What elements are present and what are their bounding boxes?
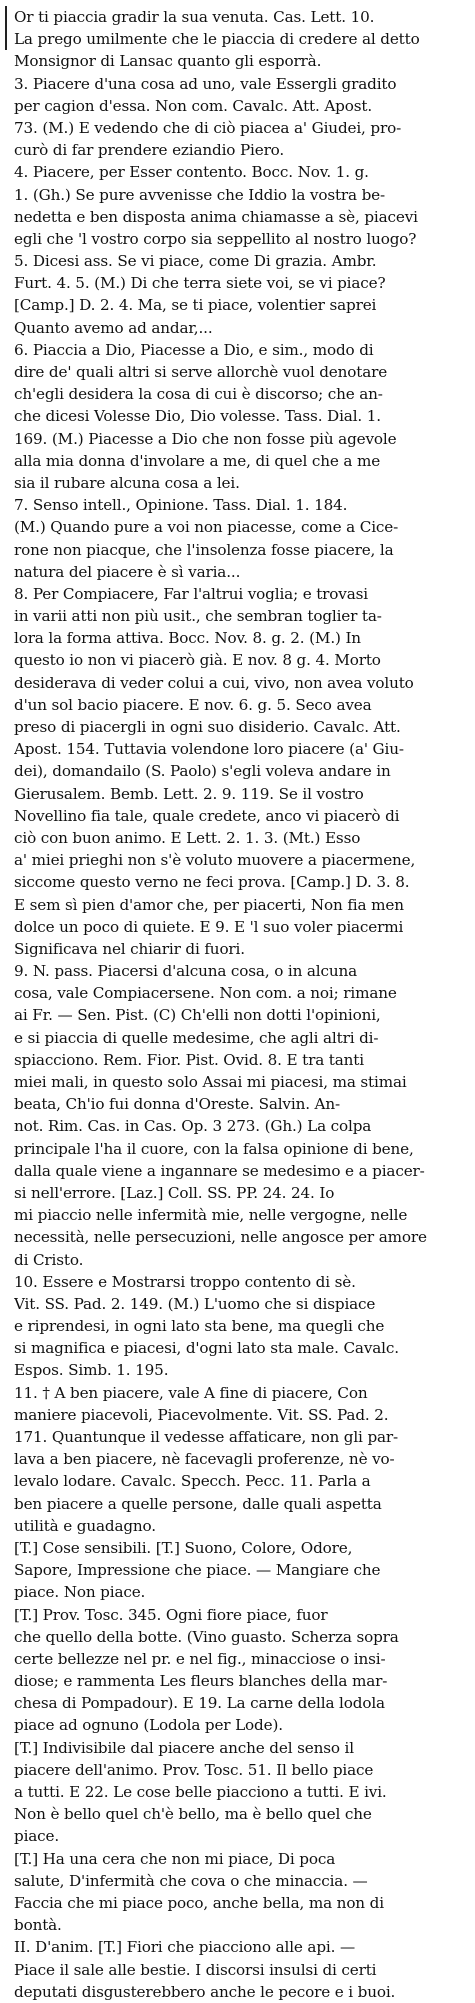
text-line: II. D'anim. [T.] Fiori che piacciono alle api. — [14, 1938, 356, 1957]
text-line: a tutti. E 22. Le cose belle piacciono a tutti. E ivi. [14, 1783, 387, 1801]
text-line: [T.] Prov. Tosc. 345. Ogni fiore piace, fuor [14, 1605, 328, 1624]
text-line: piace. Non piace. [14, 1583, 146, 1602]
text-line: e si piaccia di quelle medesime, che agli altri di- [14, 1028, 379, 1047]
text-line: 5. Dicesi ass. Se vi piace, come Di grazia. Ambr. [14, 252, 377, 271]
text-line: maniere piacevoli, Piacevolmente. Vit. SS. Pad. 2. [14, 1405, 389, 1424]
text-line: che dicesi Volesse Dio, Dio volesse. Tass. Dial. 1. [14, 407, 381, 426]
text-line: deputati disgusterebbero anche le pecore e i buoi. [14, 1982, 396, 2001]
text-line: 11. † A ben piacere, vale A fine di piacere, Con [14, 1383, 368, 1402]
text-line: 6. Piaccia a Dio, Piacesse a Dio, e sim., modo di [14, 340, 374, 359]
text-line: siccome questo verno ne feci prova. [Camp.] D. 3. 8. [14, 873, 410, 892]
margin-rule [5, 6, 7, 50]
text-line: si magnifica e piacesi, d'ogni lato sta male. Cavalc. [14, 1339, 399, 1358]
text-line: Or ti piaccia gradir la sua venuta. Cas. Lett. 10. [14, 8, 375, 26]
text-line: piace. [14, 1827, 60, 1846]
text-line: bontà. [14, 1916, 62, 1935]
text-line: ben piacere a quelle persone, dalle quali aspetta [14, 1494, 382, 1513]
text-line: 1. (Gh.) Se pure avvenisse che Iddio la vostra be- [14, 185, 386, 204]
text-line: Gierusalem. Bemb. Lett. 2. 9. 119. Se il vostro [14, 784, 364, 803]
text-line: curò di far prendere eziandio Piero. [14, 141, 285, 160]
text-line: chesa di Pompadour). E 19. La carne della lodola [14, 1694, 385, 1713]
text-line: 8. Per Compiacere, Far l'altrui voglia; e trovasi [14, 584, 368, 603]
text-line: utilità e guadagno. [14, 1516, 156, 1535]
text-line: Non è bello quel ch'è bello, ma è bello quel che [14, 1805, 372, 1824]
text-line: 171. Quantunque il vedesse affaticare, non gli par- [14, 1428, 399, 1446]
text-line: [Camp.] D. 2. 4. Ma, se ti piace, volentier saprei [14, 296, 377, 315]
text-line: ai Fr. — Sen. Pist. (C) Ch'elli non dotti l'opinioni, [14, 1006, 381, 1025]
text-line: dei), domandailo (S. Paolo) s'egli voleva andare in [14, 762, 391, 781]
text-line: Piace il sale alle bestie. I discorsi insulsi di certi [14, 1960, 377, 1979]
text-line: 10. Essere e Mostrarsi troppo contento di sè. [14, 1272, 356, 1291]
text-line: che quello della botte. (Vino guasto. Scherza sopra [14, 1627, 399, 1646]
text-line: in varii atti non più usit., che sembran toglier ta- [14, 607, 382, 626]
text-line: rone non piacque, che l'insolenza fosse piacere, la [14, 540, 394, 559]
text-line: diose; e rammenta Les fleurs blanches della mar- [14, 1672, 388, 1691]
text-line: 169. (M.) Piacesse a Dio che non fosse più agevole [14, 429, 397, 448]
text-line: E sem sì pien d'amor che, per piacerti, Non fia men [14, 895, 404, 914]
text-line: [T.] Ha una cera che non mi piace, Di poca [14, 1849, 336, 1868]
text-line: sia il rubare alcuna cosa a lei. [14, 473, 240, 492]
text-line: (M.) Quando pure a voi non piacesse, come a Cice- [14, 518, 399, 537]
text-line: Significava nel chiarir di fuori. [14, 939, 245, 958]
text-line: certe bellezze nel pr. e nel fig., minacciose o insi- [14, 1649, 386, 1668]
text-line: Apost. 154. Tuttavia volendone loro piacere (a' Giu- [14, 740, 404, 759]
text-line: piace ad ognuno (Lodola per Lode). [14, 1716, 283, 1735]
text-line: 73. (M.) E vedendo che di ciò piacea a' Giudei, pro- [14, 118, 402, 137]
text-line: dalla quale viene a ingannare se medesimo e a piacer- [14, 1161, 425, 1180]
text-line: La prego umilmente che le piaccia di credere al detto [14, 30, 420, 49]
text-line: ciò con buon animo. E Lett. 2. 1. 3. (Mt.) Esso [14, 828, 361, 847]
text-line: mi piaccio nelle infermità mie, nelle vergogne, nelle [14, 1206, 408, 1225]
text-line: Novellino fia tale, quale credete, anco vi piacerò di [14, 806, 400, 825]
text-line: not. Rim. Cas. in Cas. Op. 3 273. (Gh.) La colpa [14, 1117, 372, 1136]
text-line: necessità, nelle persecuzioni, nelle angosce per amore [14, 1228, 427, 1247]
text-line: natura del piacere è sì varia... [14, 562, 241, 581]
text-line: lava a ben piacere, nè facevagli proferenze, nè vo- [14, 1450, 395, 1469]
text-column [14, 6, 465, 2003]
text-line: 4. Piacere, per Esser contento. Bocc. Nov. 1. g. [14, 163, 369, 182]
text-line: di Cristo. [14, 1250, 84, 1269]
text-line: questo io non vi piacerò già. E nov. 8 g. 4. Morto [14, 651, 381, 670]
text-line: nedetta e ben disposta anima chiamasse a sè, piacevi [14, 207, 418, 226]
text-line: preso di piacergli in ogni suo disiderio. Cavalc. Att. [14, 718, 401, 736]
text-line: egli che 'l vostro corpo sia seppellito al nostro luogo? [14, 229, 417, 248]
text-line: lora la forma attiva. Bocc. Nov. 8. g. 2. (M.) In [14, 629, 361, 648]
text-line: Vit. SS. Pad. 2. 149. (M.) L'uomo che si dispiace [14, 1294, 376, 1313]
text-line: e riprendesi, in ogni lato sta bene, ma quegli che [14, 1317, 385, 1336]
text-line: [T.] Cose sensibili. [T.] Suono, Colore, Odore, [14, 1538, 353, 1557]
text-line: per cagion d'essa. Non com. Cavalc. Att. Apost. [14, 96, 373, 115]
text-line: beata, Ch'io fui donna d'Oreste. Salvin. An- [14, 1095, 340, 1114]
text-line: [T.] Indivisibile dal piacere anche del senso il [14, 1738, 354, 1757]
text-line: desiderava di veder colui a cui, vivo, non avea voluto [14, 673, 414, 692]
text-line: spiacciono. Rem. Fior. Pist. Ovid. 8. E tra tanti [14, 1050, 364, 1069]
text-line: Faccia che mi piace poco, anche bella, ma non di [14, 1893, 384, 1912]
text-line: dire de' quali altri si serve allorchè vuol denotare [14, 363, 388, 381]
text-line: levalo lodare. Cavalc. Specch. Pecc. 11. Parla a [14, 1472, 371, 1491]
text-line: salute, D'infermità che cova o che minaccia. — [14, 1871, 368, 1890]
text-line: si nell'errore. [Laz.] Coll. SS. PP. 24. 24. Io [14, 1183, 335, 1202]
text-line: Sapore, Impressione che piace. — Mangiare che [14, 1561, 381, 1580]
text-line: principale l'ha il cuore, con la falsa opinione di bene, [14, 1139, 414, 1158]
text-line: ch'egli desidera la cosa di cui è discorso; che an- [14, 385, 383, 404]
text-line: Quanto avemo ad andar,... [14, 318, 213, 337]
text-line: alla mia donna d'involare a me, di quel che a me [14, 451, 381, 470]
text-line: d'un sol bacio piacere. E nov. 6. g. 5. Seco avea [14, 695, 372, 714]
text-line: 9. N. pass. Piacersi d'alcuna cosa, o in alcuna [14, 962, 358, 981]
text-line: cosa, vale Compiacersene. Non com. a noi; rimane [14, 984, 397, 1003]
text-line: Monsignor di Lansac quanto gli esporrà. [14, 52, 322, 71]
text-line: 3. Piacere d'una cosa ad uno, vale Essergli gradito [14, 74, 397, 93]
text-line: Furt. 4. 5. (M.) Di che terra siete voi, se vi piace? [14, 274, 386, 293]
text-line: piacere dell'animo. Prov. Tosc. 51. Il bello piace [14, 1760, 374, 1779]
text-line: miei mali, in questo solo Assai mi piacesi, ma stimai [14, 1073, 407, 1091]
text-line: dolce un poco di quiete. E 9. E 'l suo voler piacermi [14, 917, 404, 936]
text-line: 7. Senso intell., Opinione. Tass. Dial. 1. 184. [14, 496, 348, 515]
text-line: Espos. Simb. 1. 195. [14, 1361, 169, 1380]
text-line: a' miei prieghi non s'è voluto muovere a piacermene, [14, 851, 416, 870]
